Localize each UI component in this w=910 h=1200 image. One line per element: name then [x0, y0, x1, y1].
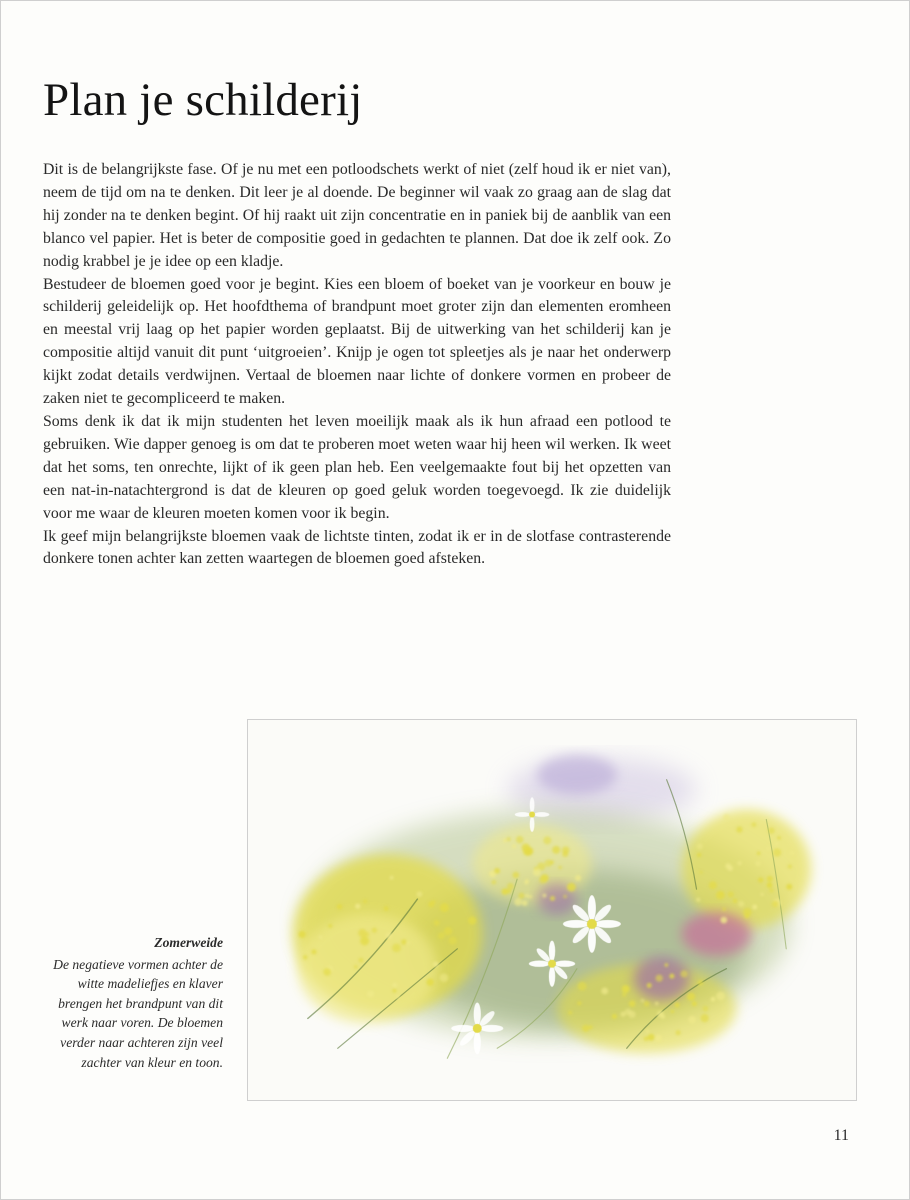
yellow-flower-dab	[392, 983, 397, 988]
yellow-flower-dab	[513, 872, 520, 879]
yellow-flower-dab	[786, 884, 792, 890]
yellow-flower-dab	[620, 1011, 625, 1016]
yellow-flower-dab	[696, 898, 700, 902]
yellow-flower-dab	[582, 1025, 589, 1032]
yellow-flower-dab	[766, 846, 771, 851]
yellow-flower-dab	[701, 1014, 709, 1022]
page-title: Plan je schilderij	[43, 74, 363, 126]
yellow-flower-dab	[523, 847, 532, 856]
yellow-flower-dab	[646, 1029, 650, 1033]
yellow-flower-dab	[319, 935, 323, 939]
body-text	[43, 159, 671, 571]
yellow-flower-dab	[709, 881, 717, 889]
yellow-flower-dab	[711, 997, 716, 1002]
yellow-flower-dab	[648, 1034, 655, 1041]
figure-caption	[41, 933, 223, 1072]
yellow-flower-dab	[365, 932, 370, 937]
yellow-flower-dab	[506, 889, 511, 894]
yellow-flower-dab	[363, 899, 367, 903]
yellow-flower-dab	[577, 1001, 581, 1005]
yellow-flower-dab	[392, 943, 401, 952]
yellow-flower-dab	[384, 906, 389, 911]
flower-painting	[247, 719, 857, 1101]
yellow-flower-dab	[758, 877, 763, 882]
yellow-flower-dab	[516, 836, 524, 844]
yellow-flower-dab	[545, 859, 552, 866]
yellow-flower-dab	[578, 982, 587, 991]
yellow-flower-dab	[506, 837, 510, 841]
yellow-flower-dab	[752, 822, 757, 827]
yellow-flower-dab	[303, 955, 307, 959]
paragraph-4: Ik geef mijn belangrijkste bloemen vaak de lichtste tinten, zodat ik er in de slotfase contrasterende donkere tonen achter kan zetten waartegen de bloemen goed afsteken.	[43, 527, 671, 568]
yellow-flower-dab	[543, 836, 551, 844]
yellow-flower-dab	[716, 891, 725, 900]
yellow-flower-dab	[647, 983, 652, 988]
yellow-flower-dab	[655, 1002, 658, 1005]
yellow-flower-dab	[406, 941, 410, 945]
yellow-flower-dab	[367, 990, 374, 997]
yellow-flower-dab	[434, 920, 440, 926]
yellow-flower-dab	[772, 901, 779, 908]
yellow-flower-dab	[722, 907, 726, 911]
yellow-flower-dab	[757, 852, 760, 855]
paragraph-3: Soms denk ik dat ik mijn studenten het leven moeilijk maak als ik hun afraad een potlood te gebruiken. Wie dapper genoeg is om dat te proberen moet weten waar hij heen wil werken. Ik weet dat het soms, ten onrechte, lijkt of ik geen plan heb. Een veelgemaakte fout bij het opzetten van een nat-in-natachtergrond is dat de kleuren op goed geluk worden toegevoegd. Ik zie duidelijk voor me waar de kleuren moeten komen voor ik begin.	[43, 412, 671, 522]
yellow-flower-dab	[372, 928, 377, 933]
yellow-flower-dab	[697, 843, 703, 849]
yellow-flower-dab	[440, 903, 449, 912]
yellow-flower-dab	[337, 904, 342, 909]
yellow-flower-dab	[622, 985, 630, 993]
yellow-flower-dab	[760, 892, 764, 896]
yellow-flower-dab	[328, 924, 332, 928]
yellow-flower-dab	[524, 880, 528, 884]
yellow-flower-dab	[299, 931, 306, 938]
yellow-flower-dab	[440, 973, 449, 982]
yellow-flower-dab	[743, 908, 752, 917]
yellow-flower-dab	[777, 836, 781, 840]
yellow-flower-dab	[641, 999, 644, 1002]
yellow-flower-dab	[552, 846, 560, 854]
paragraph-1: Dit is de belangrijkste fase. Of je nu met een potloodschets werkt of niet (zelf houd ik er niet van), neem de tijd om na te denken. Dit leer je al doende. De beginner wil vaak zo graag aan de slag dat hij zonder na te denken begint. Of hij raakt uit zijn concentratie en in paniek bij de aanblik van een blanco vel papier. Het is beter de compositie goed in gedachten te plannen. Dat doe ik zelf ook. Zo nodig krabbel je je idee op een kladje.	[43, 161, 671, 270]
yellow-flower-dab	[669, 974, 674, 979]
yellow-flower-dab	[539, 876, 547, 884]
yellow-flower-dab	[767, 876, 773, 882]
yellow-flower-dab	[789, 850, 795, 856]
yellow-flower-dab	[444, 927, 452, 935]
yellow-flower-dab	[428, 901, 434, 907]
yellow-flower-dab	[674, 1002, 679, 1007]
caption-title: Zomerweide	[154, 935, 223, 950]
yellow-flower-dab	[563, 895, 567, 899]
yellow-flower-dab	[427, 979, 434, 986]
yellow-flower-dab	[752, 905, 757, 910]
yellow-flower-dab	[385, 932, 392, 939]
yellow-flower-dab	[769, 888, 774, 893]
yellow-flower-dab	[567, 883, 576, 892]
yellow-flower-dab	[655, 974, 662, 981]
yellow-flower-dab	[528, 895, 532, 899]
yellow-flower-dab	[438, 932, 445, 939]
flower-painting-illustration	[248, 720, 856, 1100]
yellow-flower-dab	[612, 1014, 617, 1019]
yellow-flower-dab	[738, 901, 744, 907]
yellow-flower-dab	[733, 899, 738, 904]
yellow-flower-dab	[629, 1000, 636, 1007]
yellow-flower-dab	[468, 916, 476, 924]
yellow-flower-dab	[494, 868, 500, 874]
page-number: 11	[833, 1127, 849, 1144]
yellow-flower-dab	[720, 917, 727, 924]
yellow-flower-dab	[433, 962, 439, 968]
yellow-flower-dab	[562, 846, 570, 854]
yellow-flower-dab	[767, 882, 773, 888]
yellow-flower-dab	[525, 894, 528, 897]
yellow-flower-dab	[589, 1025, 593, 1029]
yellow-flower-dab	[655, 1035, 662, 1042]
yellow-flower-dab	[644, 1001, 650, 1007]
yellow-flower-dab	[692, 1001, 697, 1006]
yellow-flower-dab	[628, 1011, 635, 1018]
yellow-flower-dab	[514, 898, 522, 906]
yellow-flower-dab	[568, 1011, 572, 1015]
yellow-flower-dab	[664, 963, 668, 967]
yellow-flower-dab	[671, 1010, 674, 1013]
yellow-flower-dab	[723, 814, 730, 821]
yellow-flower-dab	[657, 1011, 664, 1018]
yellow-flower-dab	[354, 965, 358, 969]
yellow-flower-dab	[522, 900, 528, 906]
yellow-flower-dab	[676, 1030, 681, 1035]
yellow-flower-dab	[533, 868, 541, 876]
yellow-flower-dab	[698, 980, 703, 985]
yellow-flower-dab	[688, 1016, 696, 1024]
yellow-flower-dab	[558, 866, 562, 870]
yellow-flower-dab	[518, 893, 524, 899]
yellow-flower-dab	[311, 949, 316, 954]
yellow-flower-dab	[503, 839, 507, 843]
yellow-flower-dab	[687, 992, 695, 1000]
yellow-flower-dab	[768, 827, 775, 834]
yellow-flower-dab	[622, 992, 627, 997]
yellow-flower-dab	[699, 871, 702, 874]
yellow-flower-dab	[773, 848, 781, 856]
yellow-flower-dab	[323, 968, 331, 976]
yellow-flower-dab	[359, 958, 364, 963]
yellow-flower-dab	[703, 1006, 709, 1012]
yellow-flower-dab	[736, 826, 742, 832]
yellow-flower-dab	[697, 853, 701, 857]
yellow-flower-dab	[449, 936, 457, 944]
yellow-flower-dab	[416, 891, 422, 897]
yellow-flower-dab	[737, 861, 742, 866]
yellow-flower-dab	[512, 844, 517, 849]
yellow-flower-dab	[355, 904, 360, 909]
yellow-flower-dab	[550, 896, 555, 901]
yellow-flower-dab	[542, 893, 546, 897]
yellow-flower-dab	[728, 891, 734, 897]
yellow-flower-dab	[390, 876, 394, 880]
yellow-flower-dab	[716, 992, 725, 1001]
yellow-flower-dab	[601, 987, 608, 994]
yellow-flower-dab	[775, 842, 779, 846]
yellow-flower-dab	[491, 880, 496, 885]
caption-text: De negatieve vormen achter de witte madeliefjes en klaver brengen het brandpunt van dit werk naar voren. De bloemen verder naar achteren zijn veel zachter van kleur en toon.	[53, 956, 223, 1070]
yellow-flower-dab	[725, 863, 731, 869]
yellow-flower-dab	[788, 864, 792, 868]
yellow-flower-dab	[396, 995, 400, 999]
yellow-flower-dab	[392, 989, 396, 993]
paragraph-2: Bestudeer de bloemen goed voor je begint. Kies een bloem of boeket van je voorkeur en bouw je schilderij geleidelijk op. Het hoofdthema of brandpunt moet groter zijn dan elementen eromheen en meestal vrij laag op het papier worden geplaatst. Bij de uitwerking van het schilderij kan je compositie altijd vanuit dit punt ‘uitgroeien’. Knijp je ogen tot spleetjes als je naar het onderwerp kijkt zodat details verdwijnen. Vertaal de bloemen naar lichte of donkere vormen en probeer de zaken niet te gecompliceerd te maken.	[43, 275, 671, 408]
yellow-flower-dab	[575, 875, 581, 881]
yellow-flower-dab	[360, 936, 369, 945]
yellow-flower-dab	[755, 861, 760, 866]
yellow-flower-dab	[680, 970, 687, 977]
